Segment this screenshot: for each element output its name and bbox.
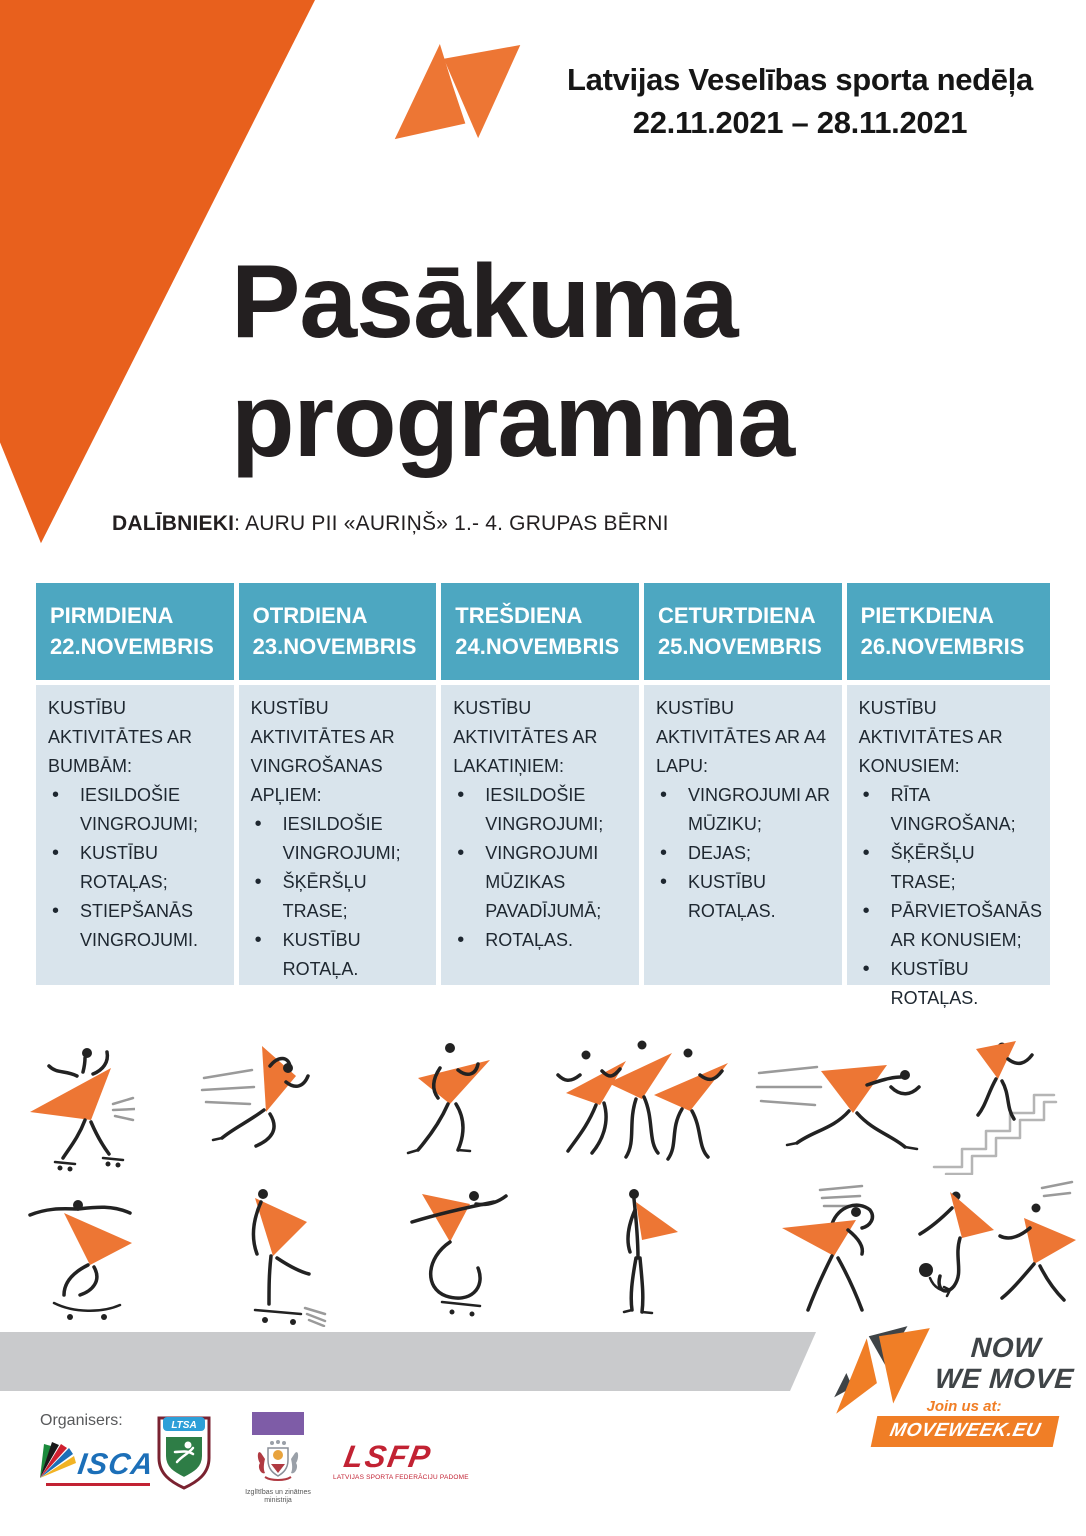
activity-list (453, 781, 631, 955)
lsfp-wordmark: LSFP (341, 1439, 435, 1474)
now-we-move-wordmark (934, 1332, 1077, 1394)
figure-ball-game-illustration (900, 1180, 1080, 1330)
event-dates: 22.11.2021 – 28.11.2021 (632, 105, 968, 140)
activity-heading: KUSTĪBU AKTIVITĀTES AR A4 LAPU: (655, 698, 826, 776)
event-header (530, 58, 1070, 144)
schedule-table (36, 583, 1050, 1008)
participants-label: DALĪBNIEKI (112, 512, 235, 535)
brand-line1: NOW (970, 1332, 1043, 1363)
activities-monday (36, 685, 234, 985)
activity-item: • KUSTĪBU ROTAĻAS; (48, 839, 226, 897)
ltsa-emblem (155, 1412, 213, 1490)
brand-line2: WE MOVE (933, 1363, 1075, 1394)
activity-item: • IESILDOŠIE VINGROJUMI; (48, 781, 226, 839)
column-header-friday (847, 583, 1050, 680)
lsfp-caption: LATVIJAS SPORTA FEDERĀCIJU PADOME (333, 1474, 469, 1481)
activity-item: • DEJAS; (656, 839, 834, 868)
figure-standing-illustration (602, 1182, 687, 1327)
activity-item: • ŠĶĒRŠĻU TRASE; (251, 868, 429, 926)
column-header-monday (36, 583, 234, 680)
organisers-label: Organisers: (40, 1412, 123, 1429)
figure-kick-scooter-illustration (215, 1182, 330, 1327)
figure-sprinting-illustration (200, 1040, 335, 1170)
isca-fan-icon (38, 1438, 76, 1480)
activities-friday (847, 685, 1050, 1008)
isca-logo (38, 1438, 158, 1486)
activity-list (48, 781, 226, 955)
figure-roller-skating-illustration (25, 1040, 135, 1175)
isca-caption-strip (46, 1483, 150, 1486)
moveweek-site-banner[interactable]: MOVEWEEK.EU (871, 1416, 1060, 1447)
activities-tuesday (239, 685, 437, 985)
page-title-line2: programma (231, 363, 795, 479)
activity-item: • ROTAĻAS. (453, 926, 631, 955)
ministry-caption-line1: Izglītības un zinātnes (245, 1489, 311, 1496)
day-name: TREŠDIENA (455, 603, 583, 628)
activity-list (859, 781, 1042, 1013)
activity-item: • KUSTĪBU ROTAĻA. (251, 926, 429, 984)
day-date: 22.NOVEMBRIS (50, 634, 214, 659)
ltsa-wordmark: LTSA (171, 1420, 197, 1431)
column-header-tuesday (239, 583, 437, 680)
figure-side-stretching-illustration (768, 1182, 893, 1327)
page-title-line1: Pasākuma (231, 244, 738, 360)
activity-heading: KUSTĪBU AKTIVITĀTES AR BUMBĀM: (48, 698, 193, 776)
activity-item: • ŠĶĒRŠĻU TRASE; (859, 839, 1042, 897)
activity-item: • KUSTĪBU ROTAĻAS. (859, 955, 1042, 1013)
activity-item: • KUSTĪBU ROTAĻAS. (656, 868, 834, 926)
day-name: CETURTDIENA (657, 603, 816, 628)
activity-list (251, 810, 429, 984)
figure-fast-running-illustration (755, 1045, 945, 1170)
ministry-logo (232, 1412, 324, 1505)
activity-heading: KUSTĪBU AKTIVITĀTES AR VINGROŠANAS APĻIEM: (250, 698, 395, 805)
participants-text: : AURU PII «AURIŅŠ» 1.- 4. GRUPAS BĒRNI (234, 512, 669, 535)
activity-heading: KUSTĪBU AKTIVITĀTES AR LAKATIŅIEM: (453, 698, 598, 776)
day-name: PIRMDIENA (50, 603, 174, 628)
activities-thursday (644, 685, 842, 985)
page-title (231, 243, 794, 481)
footer-gray-bar (0, 1332, 816, 1391)
day-name: OTRDIENA (252, 603, 368, 628)
lsfp-logo (333, 1439, 469, 1481)
now-we-move-arrow-icon (383, 28, 535, 166)
activity-item: • VINGROJUMI MŪZIKAS PAVADĪJUMĀ; (453, 839, 631, 926)
activities-wednesday (441, 685, 639, 985)
isca-wordmark: ISCA (75, 1448, 157, 1481)
day-date: 26.NOVEMBRIS (860, 634, 1025, 659)
event-title: Latvijas Veselības sporta nedēļa (567, 62, 1033, 97)
activity-list (656, 781, 834, 926)
day-date: 23.NOVEMBRIS (252, 634, 417, 659)
figure-stair-climbing-illustration (928, 1035, 1058, 1175)
column-header-wednesday (441, 583, 639, 680)
ministry-purple-block (252, 1412, 304, 1435)
ministry-coat-of-arms-icon (255, 1439, 301, 1481)
figure-crouching-skater-illustration (398, 1182, 513, 1322)
join-us-text: Join us at: (926, 1398, 1002, 1415)
activity-item: • IESILDOŠIE VINGROJUMI; (453, 781, 631, 839)
figure-skateboarding-illustration (18, 1185, 148, 1325)
activity-item: • VINGROJUMI AR MŪZIKU; (656, 781, 834, 839)
participants-line (112, 512, 669, 536)
column-header-thursday (644, 583, 842, 680)
figure-running-illustration (392, 1038, 497, 1173)
day-date: 25.NOVEMBRIS (657, 634, 822, 659)
activity-item: • RĪTA VINGROŠANA; (859, 781, 1042, 839)
figure-group-running-illustration (550, 1035, 755, 1175)
activity-item: • STIEPŠANĀS VINGROJUMI. (48, 897, 226, 955)
day-date: 24.NOVEMBRIS (455, 634, 620, 659)
day-name: PIETKDIENA (860, 603, 994, 628)
activity-heading: KUSTĪBU AKTIVITĀTES AR KONUSIEM: (858, 698, 1003, 776)
activity-item: • IESILDOŠIE VINGROJUMI; (251, 810, 429, 868)
ministry-caption-line2: ministrija (264, 1497, 292, 1504)
activity-item: • PĀRVIETOŠANĀS AR KONUSIEM; (859, 897, 1042, 955)
